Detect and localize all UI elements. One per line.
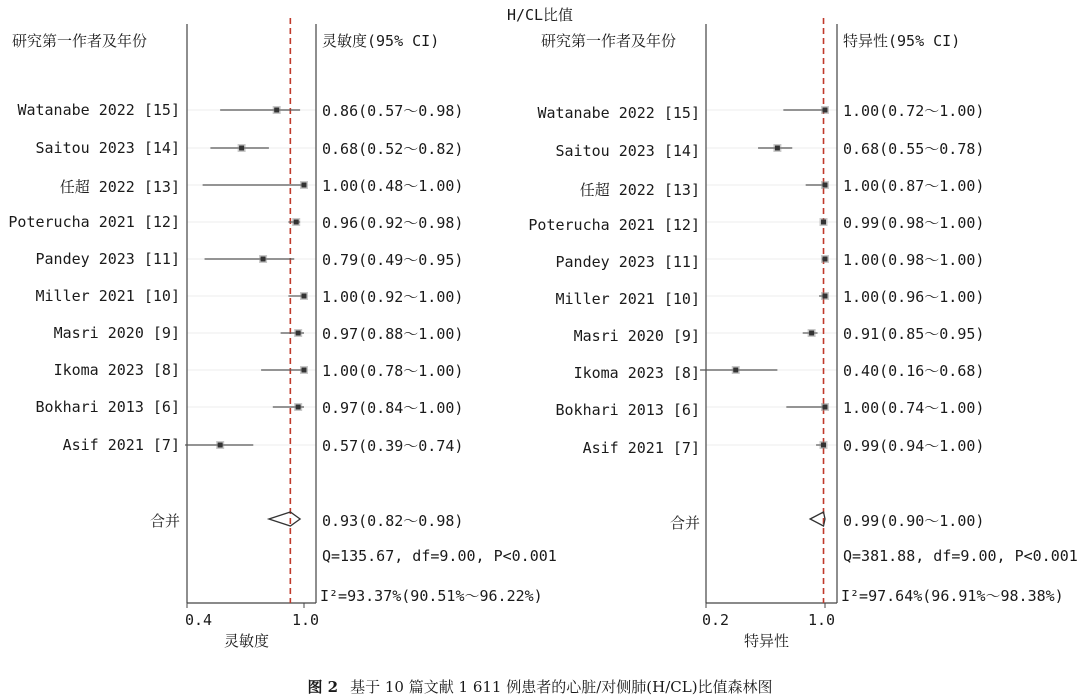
left-study-label: Miller 2021 [10] [35, 287, 180, 305]
right-q-stat: Q=381.88, df=9.00, P<0.001 [843, 547, 1078, 565]
right-study-label: Ikoma 2023 [8] [573, 364, 700, 382]
left-pooled-diamond [269, 512, 300, 526]
right-i2-stat: I²=97.64%(96.91%～98.38%) [841, 587, 1064, 605]
left-estimate-label: 0.68(0.52～0.82) [322, 140, 464, 158]
right-estimate-label: 1.00(0.98～1.00) [843, 251, 985, 269]
left-point-marker [239, 146, 244, 151]
right-study-label: Saitou 2023 [14] [555, 142, 700, 160]
right-estimate-label: 0.91(0.85～0.95) [843, 325, 985, 343]
right-point-marker [823, 294, 828, 299]
caption-figure-number: 图 2 [307, 678, 339, 696]
left-estimate-label: 1.00(0.78～1.00) [322, 362, 464, 380]
right-point-marker [821, 220, 826, 225]
left-study-header: 研究第一作者及年份 [12, 32, 148, 50]
left-pooled-estimate: 0.93(0.82～0.98) [322, 512, 464, 530]
left-q-stat: Q=135.67, df=9.00, P<0.001 [322, 547, 557, 565]
left-estimate-label: 0.97(0.88～1.00) [322, 325, 464, 343]
right-pooled-label: 合并 [669, 514, 700, 532]
right-point-marker [809, 331, 814, 336]
left-pooled-label: 合并 [149, 512, 180, 530]
right-xtick-1: 1.0 [808, 611, 836, 629]
right-point-marker [775, 146, 780, 151]
right-xlabel: 特异性 [744, 632, 790, 650]
left-xtick-0: 0.4 [185, 611, 213, 629]
left-point-marker [261, 257, 266, 262]
left-point-marker [302, 183, 307, 188]
left-study-label: Pandey 2023 [11] [35, 250, 180, 268]
left-estimate-label: 0.79(0.49～0.95) [322, 251, 464, 269]
left-study-label: Bokhari 2013 [6] [35, 398, 180, 416]
left-point-marker [294, 220, 299, 225]
right-study-label: Poterucha 2021 [12] [528, 216, 700, 234]
left-study-label: Watanabe 2022 [15] [17, 101, 180, 119]
left-study-label: Poterucha 2021 [12] [8, 213, 180, 231]
left-point-marker [218, 443, 223, 448]
left-point-marker [302, 368, 307, 373]
left-study-label: Ikoma 2023 [8] [53, 361, 180, 379]
right-estimate-label: 1.00(0.72～1.00) [843, 102, 985, 120]
left-study-label: Masri 2020 [9] [53, 324, 180, 342]
right-estimate-label: 1.00(0.87～1.00) [843, 177, 985, 195]
right-study-label: Miller 2021 [10] [555, 290, 700, 308]
right-estimate-label: 0.68(0.55～0.78) [843, 140, 985, 158]
right-study-label: Asif 2021 [7] [582, 439, 700, 457]
left-estimate-label: 0.96(0.92～0.98) [322, 214, 464, 232]
left-point-marker [296, 405, 301, 410]
right-study-label: Bokhari 2013 [6] [555, 401, 700, 419]
figure-caption [0, 676, 1080, 697]
right-pooled-estimate: 0.99(0.90～1.00) [843, 512, 985, 530]
right-study-label: 任超 2022 [13] [579, 181, 700, 199]
right-point-marker [823, 405, 828, 410]
left-column-header: 灵敏度(95% CI) [322, 32, 440, 50]
caption-text: 基于 10 篇文献 1 611 例患者的心脏/对侧肺(H/CL)比值森林图 [350, 678, 773, 696]
right-point-marker [823, 257, 828, 262]
right-study-label: Pandey 2023 [11] [555, 253, 700, 271]
left-estimate-label: 1.00(0.48～1.00) [322, 177, 464, 195]
right-study-label: Watanabe 2022 [15] [537, 104, 700, 122]
right-column-header: 特异性(95% CI) [843, 32, 961, 50]
left-estimate-label: 0.97(0.84～1.00) [322, 399, 464, 417]
left-point-marker [302, 294, 307, 299]
left-point-marker [274, 108, 279, 113]
right-xtick-0: 0.2 [702, 611, 730, 629]
right-estimate-label: 1.00(0.96～1.00) [843, 288, 985, 306]
right-estimate-label: 0.40(0.16～0.68) [843, 362, 985, 380]
right-estimate-label: 0.99(0.94～1.00) [843, 437, 985, 455]
left-study-label: Asif 2021 [7] [62, 436, 180, 454]
left-estimate-label: 0.86(0.57～0.98) [322, 102, 464, 120]
chart-title: H/CL比值 [506, 6, 574, 24]
left-study-label: 任超 2022 [13] [59, 178, 180, 196]
left-i2-stat: I²=93.37%(90.51%～96.22%) [320, 587, 543, 605]
left-study-label: Saitou 2023 [14] [35, 139, 180, 157]
left-estimate-label: 1.00(0.92～1.00) [322, 288, 464, 306]
right-study-header: 研究第一作者及年份 [541, 32, 677, 50]
right-study-label: Masri 2020 [9] [573, 327, 700, 345]
left-estimate-label: 0.57(0.39～0.74) [322, 437, 464, 455]
left-xlabel: 灵敏度 [224, 632, 270, 650]
right-estimate-label: 1.00(0.74～1.00) [843, 399, 985, 417]
left-point-marker [296, 331, 301, 336]
left-xtick-1: 1.0 [292, 611, 320, 629]
right-point-marker [821, 443, 826, 448]
right-point-marker [823, 183, 828, 188]
right-point-marker [733, 368, 738, 373]
right-estimate-label: 0.99(0.98～1.00) [843, 214, 985, 232]
right-point-marker [823, 108, 828, 113]
